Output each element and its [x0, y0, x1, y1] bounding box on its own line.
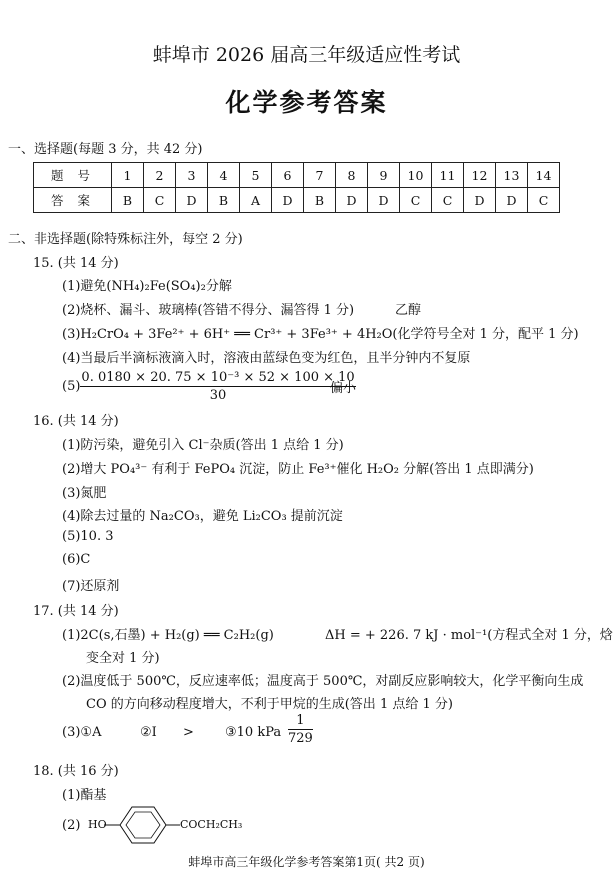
q18-answer-2-prefix: (2) [62, 818, 81, 833]
q16-answer-5: (5)10. 3 [62, 529, 114, 544]
q17-answer-3d: ③10 kPa [225, 725, 282, 740]
q17-fraction-numerator: 1 [288, 713, 313, 730]
question-number-cell: 14 [528, 163, 560, 188]
page-footer: 蚌埠市高三年级化学参考答案第1页( 共2 页) [188, 855, 425, 869]
q15-answer-5-prefix: (5) [62, 379, 81, 394]
q15-answer-5 [62, 370, 356, 403]
q16-answer-1: (1)防污染，避免引入 Cl⁻杂质(答出 1 点给 1 分) [62, 438, 344, 453]
q17-answer-2-line1: (2)温度低于 500℃，反应速率低；温度高于 500℃，对副反应影响较大，化学平衡向生成 [62, 674, 584, 689]
answer-cell: B [304, 188, 336, 213]
q18-answer-1: (1)酯基 [62, 788, 107, 803]
q17-answer-2-line2: CO 的方向移动程度增大，不利于甲烷的生成(答出 1 点给 1 分) [86, 697, 453, 712]
question-number-cell: 5 [240, 163, 272, 188]
q15-formula-fraction [80, 370, 355, 403]
answer-cell: D [368, 188, 400, 213]
question-number-cell: 3 [176, 163, 208, 188]
q17-answer-3b: ②Ⅰ [140, 725, 157, 740]
q15-heading: 15. (共 14 分) [33, 256, 119, 271]
answer-cell: D [464, 188, 496, 213]
q16-answer-7: (7)还原剂 [62, 579, 120, 594]
answer-cell: A [240, 188, 272, 213]
q15-answer-1: (1)避免(NH₄)₂Fe(SO₄)₂分解 [62, 279, 232, 294]
question-number-cell: 7 [304, 163, 336, 188]
q17-fraction [288, 713, 313, 746]
answer-cell: D [176, 188, 208, 213]
q15-answer-4: (4)当最后半滴标液滴入时，溶液由蓝绿色变为红色，且半分钟内不复原 [62, 351, 471, 366]
q15-answer-2: (2)烧杯、漏斗、玻璃棒(答错不得分、漏答得 1 分) [62, 303, 355, 318]
q16-answer-3: (3)氮肥 [62, 486, 107, 501]
answer-key-title: 化学参考答案 [225, 88, 388, 117]
answer-cell: D [496, 188, 528, 213]
section2-header: 二、非选择题(除特殊标注外，每空 2 分) [8, 232, 243, 247]
q15-answer-2b: 乙醇 [395, 303, 422, 318]
q16-answer-2: (2)增大 PO₄³⁻ 有利于 FePO₄ 沉淀，防止 Fe³⁺催化 H₂O₂ 分解(答出 1 点即满分) [62, 462, 534, 477]
exam-title: 蚌埠市 2026 届高三年级适应性考试 [152, 44, 461, 66]
q17-heading: 17. (共 14 分) [33, 604, 119, 619]
q17-answer-1-note: 变全对 1 分) [86, 651, 160, 666]
q17-answer-1-equation: (1)2C(s,石墨) + H₂(g) ══ C₂H₂(g) [62, 628, 274, 643]
answer-cell: C [400, 188, 432, 213]
q18-heading: 18. (共 16 分) [33, 764, 119, 779]
q17-fraction-denominator: 729 [288, 731, 313, 746]
question-number-cell: 4 [208, 163, 240, 188]
q15-formula-denominator: 30 [209, 388, 227, 403]
answer-row [34, 188, 560, 213]
question-number-cell: 12 [464, 163, 496, 188]
question-number-cell: 1 [112, 163, 144, 188]
q16-answer-6: (6)C [62, 552, 91, 567]
question-number-label: 题号 [34, 163, 112, 188]
answer-cell: C [432, 188, 464, 213]
answer-cell: C [528, 188, 560, 213]
section1-header: 一、选择题(每题 3 分，共 42 分) [8, 142, 203, 157]
answer-cell: B [208, 188, 240, 213]
answer-cell: D [336, 188, 368, 213]
q16-answer-4: (4)除去过量的 Na₂CO₃，避免 Li₂CO₃ 提前沉淀 [62, 509, 343, 524]
q15-answer-5-result: 偏小 [330, 381, 357, 396]
question-number-row [34, 163, 560, 188]
q17-answer-3e [288, 713, 313, 746]
question-number-cell: 6 [272, 163, 304, 188]
q17-answer-3c: > [183, 725, 194, 740]
question-number-cell: 13 [496, 163, 528, 188]
q18-structure-group: COCH₂CH₃ [180, 818, 243, 831]
answer-table [33, 162, 560, 213]
q17-answer-1-enthalpy: ΔH = + 226. 7 kJ · mol⁻¹(方程式全对 1 分，焓 [325, 628, 613, 643]
answer-cell: C [144, 188, 176, 213]
question-number-cell: 9 [368, 163, 400, 188]
benzene-ring-icon [104, 803, 182, 847]
answer-cell: D [272, 188, 304, 213]
question-number-cell: 8 [336, 163, 368, 188]
answer-cell: B [112, 188, 144, 213]
question-number-cell: 11 [432, 163, 464, 188]
question-number-cell: 2 [144, 163, 176, 188]
q15-formula-numerator: 0. 0180 × 20. 75 × 10⁻³ × 52 × 100 × 10 [81, 370, 355, 385]
q18-structure-ho: HO [88, 818, 107, 831]
answer-label: 答案 [34, 188, 112, 213]
q16-heading: 16. (共 14 分) [33, 414, 119, 429]
q15-answer-3: (3)H₂CrO₄ + 3Fe²⁺ + 6H⁺ ══ Cr³⁺ + 3Fe³⁺ + 4H₂O(化学符号全对 1 分，配平 1 分) [62, 327, 579, 342]
question-number-cell: 10 [400, 163, 432, 188]
q17-answer-3a: (3)①A [62, 725, 102, 740]
